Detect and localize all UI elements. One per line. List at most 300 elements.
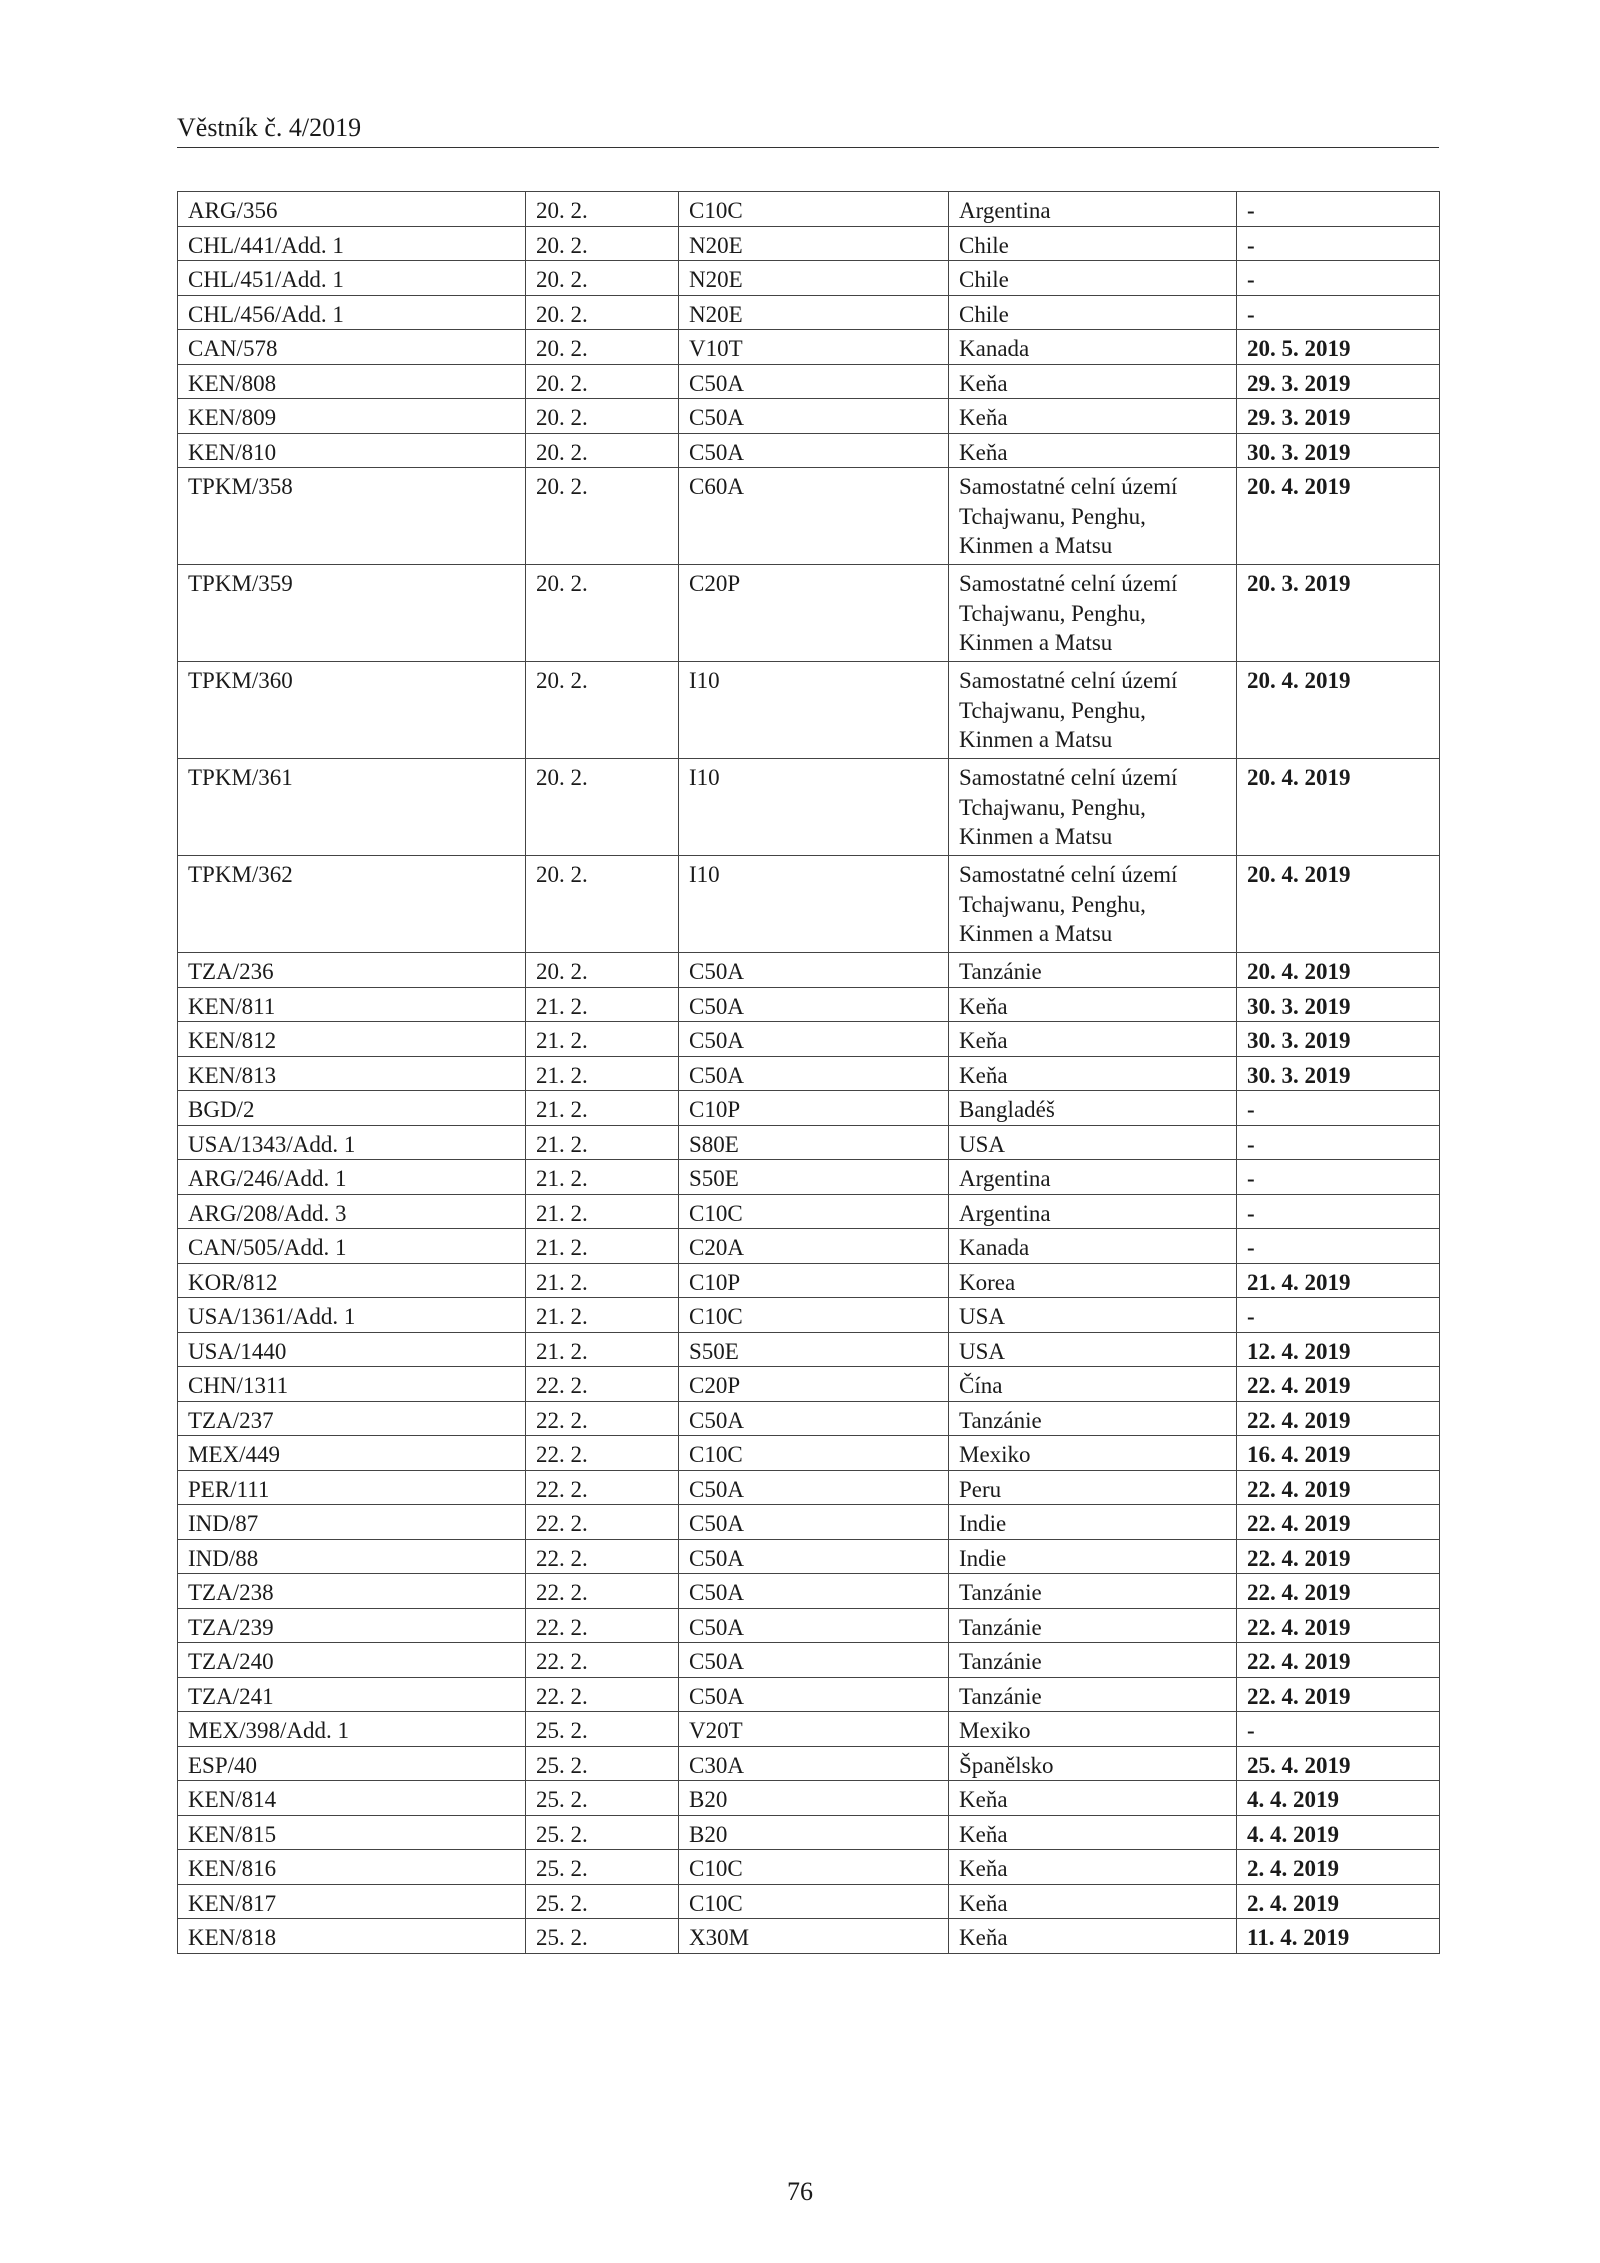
cell-deadline: [1237, 1574, 1440, 1609]
code-text: S50E: [689, 1166, 739, 1191]
date-text: 21. 2.: [536, 1028, 588, 1053]
cell-deadline: [1237, 1401, 1440, 1436]
deadline-text: 11. 4. 2019: [1247, 1925, 1350, 1950]
cell-code: [679, 261, 949, 296]
cell-date: [526, 759, 679, 856]
cell-date: [526, 433, 679, 468]
symbol-text: USA/1361/Add. 1: [188, 1304, 356, 1329]
symbol-text: MEX/398/Add. 1: [188, 1718, 349, 1743]
country-text: Bangladéš: [959, 1097, 1055, 1122]
cell-country: [949, 468, 1237, 565]
table-row: [178, 1712, 1440, 1747]
cell-code: [679, 1229, 949, 1264]
date-text: 25. 2.: [536, 1752, 588, 1778]
date-text: 20. 2.: [536, 267, 588, 292]
code-text: C50A: [689, 993, 744, 1019]
date-text: 22. 2.: [536, 1476, 588, 1502]
country-text: Samostatné celní území Tchajwanu, Penghu, Kinmen a Matsu: [959, 862, 1178, 946]
cell-symbol: [178, 1332, 526, 1367]
cell-code: [679, 433, 949, 468]
cell-country: [949, 662, 1237, 759]
symbol-text: KEN/810: [188, 439, 277, 465]
deadline-text: 22. 4. 2019: [1247, 1407, 1351, 1433]
cell-country: [949, 1815, 1237, 1850]
table-row: [178, 1332, 1440, 1367]
cell-code: [679, 565, 949, 662]
cell-symbol: [178, 1056, 526, 1091]
date-text: 21. 2.: [536, 993, 588, 1019]
cell-code: [679, 1781, 949, 1816]
cell-country: [949, 1574, 1237, 1609]
table-row: [178, 1919, 1440, 1954]
cell-country: [949, 759, 1237, 856]
table-row: [178, 1022, 1440, 1057]
deadline-text: 4. 4. 2019: [1247, 1821, 1339, 1847]
deadline-text: -: [1247, 1235, 1255, 1260]
code-text: C50A: [689, 1545, 744, 1571]
cell-country: [949, 1367, 1237, 1402]
symbol-text: KEN/813: [188, 1062, 277, 1088]
deadline-text: 20. 4. 2019: [1247, 474, 1351, 499]
date-text: 22. 2.: [536, 1511, 588, 1536]
cell-code: [679, 226, 949, 261]
date-text: 20. 2.: [536, 198, 588, 223]
cell-code: [679, 1056, 949, 1091]
date-text: 25. 2.: [536, 1890, 588, 1916]
cell-symbol: [178, 1884, 526, 1919]
code-text: I10: [689, 765, 720, 790]
country-text: USA: [959, 1131, 1006, 1157]
table-row: [178, 468, 1440, 565]
country-text: Indie: [959, 1511, 1007, 1536]
cell-code: [679, 987, 949, 1022]
cell-date: [526, 261, 679, 296]
page-header: [177, 112, 1439, 148]
cell-symbol: [178, 1091, 526, 1126]
deadline-text: -: [1247, 1097, 1255, 1122]
cell-deadline: [1237, 1781, 1440, 1816]
date-text: 22. 2.: [536, 1373, 588, 1398]
country-text: Keňa: [959, 1062, 1008, 1088]
cell-code: [679, 662, 949, 759]
table-body: [178, 192, 1440, 1954]
table-row: [178, 295, 1440, 330]
deadline-text: 29. 3. 2019: [1247, 370, 1351, 396]
cell-country: [949, 1022, 1237, 1057]
cell-country: [949, 1332, 1237, 1367]
table-row: [178, 1505, 1440, 1540]
country-text: Keňa: [959, 405, 1008, 430]
cell-code: [679, 1850, 949, 1885]
date-text: 25. 2.: [536, 1718, 588, 1743]
cell-date: [526, 226, 679, 261]
date-text: 25. 2.: [536, 1856, 588, 1881]
date-text: 20. 2.: [536, 765, 588, 790]
country-text: Tanzánie: [959, 1649, 1042, 1674]
country-text: Peru: [959, 1476, 1002, 1502]
country-text: Indie: [959, 1545, 1007, 1571]
cell-date: [526, 1919, 679, 1954]
cell-symbol: [178, 987, 526, 1022]
cell-deadline: [1237, 565, 1440, 662]
cell-symbol: [178, 1643, 526, 1678]
deadline-text: 21. 4. 2019: [1247, 1269, 1351, 1295]
deadline-text: 20. 4. 2019: [1247, 765, 1351, 790]
cell-deadline: [1237, 468, 1440, 565]
cell-date: [526, 1367, 679, 1402]
cell-deadline: [1237, 1263, 1440, 1298]
code-text: C50A: [689, 1683, 744, 1709]
cell-deadline: [1237, 1194, 1440, 1229]
country-text: Keňa: [959, 1821, 1008, 1847]
code-text: I10: [689, 668, 720, 693]
country-text: Samostatné celní území Tchajwanu, Penghu, Kinmen a Matsu: [959, 474, 1178, 558]
cell-deadline: [1237, 1022, 1440, 1057]
code-text: C10P: [689, 1097, 741, 1122]
deadline-text: 29. 3. 2019: [1247, 405, 1351, 430]
deadline-text: 20. 4. 2019: [1247, 959, 1351, 984]
date-text: 21. 2.: [536, 1235, 588, 1260]
cell-country: [949, 399, 1237, 434]
cell-symbol: [178, 1229, 526, 1264]
symbol-text: TPKM/360: [188, 668, 293, 693]
cell-date: [526, 856, 679, 953]
code-text: N20E: [689, 301, 743, 327]
date-text: 22. 2.: [536, 1407, 588, 1433]
cell-country: [949, 953, 1237, 988]
cell-deadline: [1237, 364, 1440, 399]
cell-date: [526, 1781, 679, 1816]
country-text: Kanada: [959, 336, 1030, 361]
cell-country: [949, 1091, 1237, 1126]
code-text: C10C: [689, 1304, 743, 1329]
symbol-text: ARG/356: [188, 198, 278, 223]
cell-deadline: [1237, 1919, 1440, 1954]
cell-symbol: [178, 662, 526, 759]
table-row: [178, 226, 1440, 261]
cell-code: [679, 1022, 949, 1057]
symbol-text: ARG/208/Add. 3: [188, 1200, 347, 1226]
date-text: 20. 2.: [536, 668, 588, 693]
cell-country: [949, 330, 1237, 365]
date-text: 22. 2.: [536, 1683, 588, 1709]
country-text: Tanzánie: [959, 1614, 1042, 1640]
cell-date: [526, 1125, 679, 1160]
symbol-text: USA/1440: [188, 1338, 287, 1364]
deadline-text: -: [1247, 1304, 1255, 1329]
cell-code: [679, 953, 949, 988]
symbol-text: KEN/815: [188, 1821, 277, 1847]
country-text: Keňa: [959, 1925, 1008, 1950]
table-row: [178, 662, 1440, 759]
cell-symbol: [178, 1712, 526, 1747]
cell-country: [949, 1401, 1237, 1436]
table-row: [178, 1850, 1440, 1885]
code-text: C50A: [689, 405, 744, 430]
country-text: Tanzánie: [959, 1407, 1042, 1433]
cell-country: [949, 856, 1237, 953]
table-row: [178, 330, 1440, 365]
symbol-text: KOR/812: [188, 1269, 278, 1295]
cell-symbol: [178, 192, 526, 227]
deadline-text: 22. 4. 2019: [1247, 1476, 1351, 1502]
cell-date: [526, 1505, 679, 1540]
cell-symbol: [178, 1160, 526, 1195]
code-text: C10P: [689, 1269, 741, 1295]
date-text: 25. 2.: [536, 1787, 588, 1812]
cell-symbol: [178, 1781, 526, 1816]
code-text: C20A: [689, 1235, 744, 1260]
cell-code: [679, 468, 949, 565]
date-text: 22. 2.: [536, 1442, 588, 1467]
deadline-text: -: [1247, 1200, 1255, 1226]
date-text: 21. 2.: [536, 1166, 588, 1191]
date-text: 21. 2.: [536, 1097, 588, 1122]
date-text: 20. 2.: [536, 862, 588, 887]
symbol-text: TPKM/362: [188, 862, 293, 887]
code-text: C50A: [689, 1062, 744, 1088]
table-row: [178, 1884, 1440, 1919]
cell-date: [526, 1160, 679, 1195]
cell-deadline: [1237, 261, 1440, 296]
country-text: Samostatné celní území Tchajwanu, Penghu, Kinmen a Matsu: [959, 765, 1178, 849]
symbol-text: TPKM/358: [188, 474, 293, 499]
table-row: [178, 565, 1440, 662]
date-text: 25. 2.: [536, 1821, 588, 1847]
symbol-text: TPKM/359: [188, 571, 293, 596]
date-text: 21. 2.: [536, 1304, 588, 1329]
code-text: C20P: [689, 1373, 741, 1398]
date-text: 21. 2.: [536, 1269, 588, 1295]
table-row: [178, 1781, 1440, 1816]
date-text: 21. 2.: [536, 1062, 588, 1088]
cell-code: [679, 1677, 949, 1712]
cell-code: [679, 1539, 949, 1574]
symbol-text: KEN/811: [188, 993, 276, 1019]
cell-date: [526, 1401, 679, 1436]
cell-code: [679, 1815, 949, 1850]
cell-date: [526, 1539, 679, 1574]
cell-date: [526, 1332, 679, 1367]
table-row: [178, 987, 1440, 1022]
cell-code: [679, 1746, 949, 1781]
cell-code: [679, 1091, 949, 1126]
cell-country: [949, 1056, 1237, 1091]
cell-deadline: [1237, 1850, 1440, 1885]
table-row: [178, 1229, 1440, 1264]
code-text: C50A: [689, 1580, 744, 1605]
country-text: Argentina: [959, 198, 1051, 223]
code-text: V10T: [689, 336, 743, 361]
cell-symbol: [178, 1470, 526, 1505]
date-text: 20. 2.: [536, 571, 588, 596]
code-text: S50E: [689, 1338, 739, 1364]
cell-deadline: [1237, 1229, 1440, 1264]
cell-deadline: [1237, 1677, 1440, 1712]
cell-symbol: [178, 759, 526, 856]
cell-country: [949, 1298, 1237, 1333]
table-row: [178, 1815, 1440, 1850]
cell-country: [949, 1884, 1237, 1919]
deadline-text: 30. 3. 2019: [1247, 993, 1351, 1019]
cell-symbol: [178, 953, 526, 988]
cell-date: [526, 468, 679, 565]
country-text: Kanada: [959, 1235, 1030, 1260]
cell-date: [526, 295, 679, 330]
country-text: Chile: [959, 232, 1009, 258]
cell-symbol: [178, 1505, 526, 1540]
date-text: 20. 2.: [536, 336, 588, 361]
cell-country: [949, 1194, 1237, 1229]
cell-country: [949, 1608, 1237, 1643]
cell-date: [526, 192, 679, 227]
deadline-text: 22. 4. 2019: [1247, 1545, 1351, 1571]
table-row: [178, 1298, 1440, 1333]
cell-deadline: [1237, 1056, 1440, 1091]
cell-country: [949, 295, 1237, 330]
code-text: C60A: [689, 474, 744, 499]
cell-country: [949, 433, 1237, 468]
cell-symbol: [178, 330, 526, 365]
code-text: B20: [689, 1821, 728, 1847]
code-text: C50A: [689, 1028, 744, 1053]
country-text: Španělsko: [959, 1752, 1054, 1778]
symbol-text: TZA/237: [188, 1407, 274, 1433]
table-row: [178, 261, 1440, 296]
deadline-text: -: [1247, 301, 1255, 327]
table-row: [178, 1436, 1440, 1471]
cell-deadline: [1237, 1160, 1440, 1195]
cell-country: [949, 364, 1237, 399]
cell-deadline: [1237, 1470, 1440, 1505]
symbol-text: CAN/578: [188, 336, 278, 361]
symbol-text: CHL/441/Add. 1: [188, 232, 344, 258]
cell-symbol: [178, 1022, 526, 1057]
country-text: USA: [959, 1338, 1006, 1364]
code-text: C10C: [689, 1856, 743, 1881]
cell-symbol: [178, 1574, 526, 1609]
cell-country: [949, 1781, 1237, 1816]
table-row: [178, 192, 1440, 227]
code-text: C50A: [689, 1407, 744, 1433]
cell-country: [949, 1919, 1237, 1954]
table-row: [178, 1125, 1440, 1160]
deadline-text: -: [1247, 198, 1255, 223]
deadline-text: 2. 4. 2019: [1247, 1890, 1339, 1916]
deadline-text: 4. 4. 2019: [1247, 1787, 1339, 1812]
cell-deadline: [1237, 1539, 1440, 1574]
cell-date: [526, 565, 679, 662]
cell-date: [526, 1091, 679, 1126]
code-text: C50A: [689, 1511, 744, 1536]
cell-date: [526, 364, 679, 399]
cell-symbol: [178, 1367, 526, 1402]
cell-deadline: [1237, 1608, 1440, 1643]
cell-country: [949, 1160, 1237, 1195]
symbol-text: KEN/814: [188, 1787, 277, 1812]
code-text: C30A: [689, 1752, 744, 1778]
cell-code: [679, 1194, 949, 1229]
deadline-text: 12. 4. 2019: [1247, 1338, 1351, 1364]
deadline-text: -: [1247, 1166, 1255, 1191]
cell-deadline: [1237, 226, 1440, 261]
deadline-text: 22. 4. 2019: [1247, 1649, 1351, 1674]
date-text: 25. 2.: [536, 1925, 588, 1950]
date-text: 22. 2.: [536, 1580, 588, 1605]
country-text: Mexiko: [959, 1718, 1031, 1743]
date-text: 20. 2.: [536, 405, 588, 430]
symbol-text: CHL/456/Add. 1: [188, 301, 344, 327]
cell-code: [679, 1919, 949, 1954]
symbol-text: IND/87: [188, 1511, 259, 1536]
deadline-text: 30. 3. 2019: [1247, 1062, 1351, 1088]
date-text: 22. 2.: [536, 1545, 588, 1571]
cell-country: [949, 1712, 1237, 1747]
symbol-text: KEN/818: [188, 1925, 277, 1950]
code-text: C10C: [689, 1442, 743, 1467]
cell-code: [679, 192, 949, 227]
table-row: [178, 433, 1440, 468]
cell-deadline: [1237, 399, 1440, 434]
deadline-text: 22. 4. 2019: [1247, 1511, 1351, 1536]
symbol-text: KEN/808: [188, 370, 277, 396]
page-number-text: 76: [787, 2177, 813, 2206]
cell-deadline: [1237, 1746, 1440, 1781]
cell-code: [679, 399, 949, 434]
cell-code: [679, 1470, 949, 1505]
code-text: C50A: [689, 1614, 744, 1640]
cell-country: [949, 1263, 1237, 1298]
table-row: [178, 1470, 1440, 1505]
cell-symbol: [178, 1919, 526, 1954]
code-text: C50A: [689, 959, 744, 984]
country-text: Chile: [959, 267, 1009, 292]
cell-code: [679, 1263, 949, 1298]
table-row: [178, 1643, 1440, 1678]
cell-date: [526, 1470, 679, 1505]
deadline-text: 22. 4. 2019: [1247, 1373, 1351, 1398]
deadline-text: 20. 4. 2019: [1247, 668, 1351, 693]
code-text: I10: [689, 862, 720, 887]
cell-country: [949, 192, 1237, 227]
cell-code: [679, 1574, 949, 1609]
code-text: N20E: [689, 267, 743, 292]
cell-date: [526, 1850, 679, 1885]
cell-date: [526, 1884, 679, 1919]
cell-deadline: [1237, 1332, 1440, 1367]
deadline-text: -: [1247, 1131, 1255, 1157]
deadline-text: 20. 5. 2019: [1247, 336, 1351, 361]
country-text: Keňa: [959, 1856, 1008, 1881]
country-text: Argentina: [959, 1200, 1051, 1226]
deadline-text: 16. 4. 2019: [1247, 1442, 1351, 1467]
date-text: 20. 2.: [536, 474, 588, 499]
code-text: N20E: [689, 232, 743, 258]
code-text: X30M: [689, 1925, 750, 1950]
country-text: Čína: [959, 1373, 1003, 1398]
deadline-text: 30. 3. 2019: [1247, 1028, 1351, 1053]
cell-deadline: [1237, 192, 1440, 227]
code-text: C10C: [689, 1200, 743, 1226]
country-text: Samostatné celní území Tchajwanu, Penghu, Kinmen a Matsu: [959, 571, 1178, 655]
symbol-text: BGD/2: [188, 1097, 255, 1122]
table-row: [178, 1263, 1440, 1298]
symbol-text: CHL/451/Add. 1: [188, 267, 344, 292]
cell-date: [526, 1712, 679, 1747]
cell-date: [526, 330, 679, 365]
cell-code: [679, 1332, 949, 1367]
deadline-text: 22. 4. 2019: [1247, 1614, 1351, 1640]
